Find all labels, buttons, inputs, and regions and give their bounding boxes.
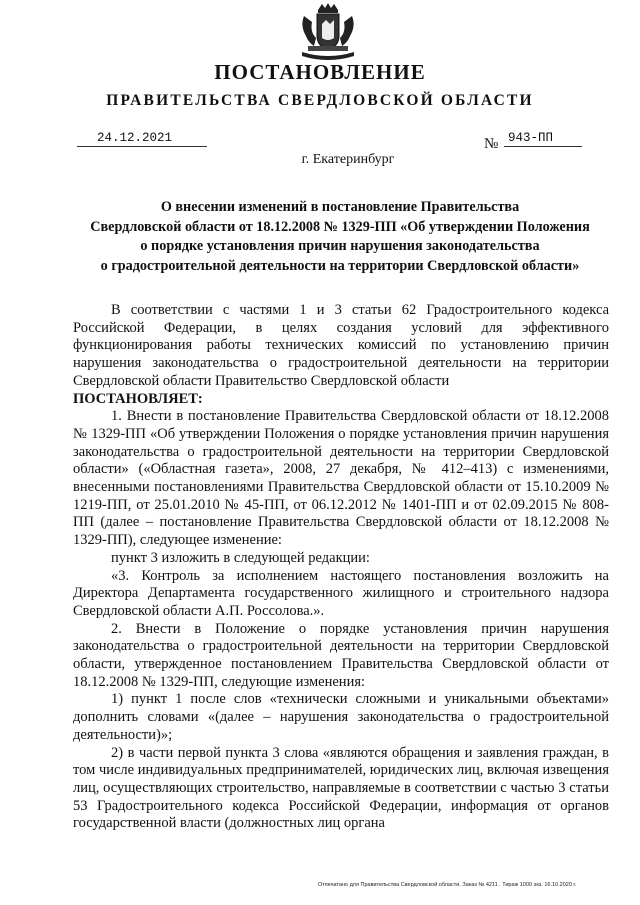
heading-line: Свердловской области от 18.12.2008 № 1329-ПП «Об утверждении Положения xyxy=(90,218,590,235)
print-note: Отпечатано для Правительства Свердловской области. Заказ № 4211 . Тираж 1000 экз. 16.10.2020 г. xyxy=(318,882,577,888)
heading-line: о градостроительной деятельности на территории Свердловской области» xyxy=(100,257,580,274)
item-1-quote-paragraph: «3. Контроль за исполнением настоящего постановления возложить на Директора Департамента государственного жилищного и строительного надзора Свердловской области А.П. Россолова.». xyxy=(73,567,609,619)
item-2-paragraph: 2. Внести в Положение о порядке установления причин нарушения законодательства о градостроительной деятельности на территории Свердловской области, утвержденное постановлением Правительства Свердловской области от 18.12.2008 № 1329-ПП, следующие изменения: xyxy=(73,620,609,690)
city-name: г. Екатеринбург xyxy=(301,152,395,167)
item-1-sub-paragraph: пункт 3 изложить в следующей редакции: xyxy=(111,549,370,566)
coat-of-arms-icon xyxy=(296,2,360,64)
decree-number: 943-ПП xyxy=(504,131,582,147)
item-1-paragraph: 1. Внести в постановление Правительства Свердловской области от 18.12.2008 № 1329-ПП «Об утверждении Положения о порядке установления причин нарушения законодательства о градостроительной деятельности на территории Свердловской области» («Областная газета», 2008, 27 декабря, № 412–413) с изменениями, внесенными постановлениями Правительства Свердловской области от 15.10.2009 № 1219-ПП, от 25.01.2010 № 45-ПП, от 06.12.2012 № 1401-ПП и от 02.09.2015 № 808-ПП (далее – постановление Правительства Свердловской области от 18.12.2008 № 1329-ПП), следующее изменение: xyxy=(73,408,609,549)
heading-line: о порядке установления причин нарушения законодательства xyxy=(140,238,540,254)
decree-word: ПОСТАНОВЛЯЕТ: xyxy=(73,390,203,407)
document-body xyxy=(73,302,609,833)
number-label: № xyxy=(484,136,499,152)
document-heading xyxy=(70,198,610,276)
decree-date: 24.12.2021 xyxy=(77,131,207,147)
item-2-1-paragraph: 1) пункт 1 после слов «технически сложными и уникальными объектами» дополнить словами «(далее – нарушения законодательства о градостроительной деятельности)»; xyxy=(73,691,609,743)
document-type-title: ПОСТАНОВЛЕНИЕ xyxy=(214,60,426,84)
issuer-subtitle: ПРАВИТЕЛЬСТВА СВЕРДЛОВСКОЙ ОБЛАСТИ xyxy=(106,92,534,109)
item-2-2-paragraph: 2) в части первой пункта 3 слова «являются обращения и заявления граждан, в том числе индивидуальных предпринимателей, юридических лиц, включая извещения лиц, осуществляющих строительство, направляемые в соответствии с частью 3 статьи 53 Градостроительного кодекса Российской Федерации, информация от органов государственной власти (должностных лиц органа xyxy=(73,744,609,832)
heading-line: О внесении изменений в постановление Правительства xyxy=(160,199,520,215)
preamble-paragraph: В соответствии с частями 1 и 3 статьи 62 Градостроительного кодекса Российской Федерации, в целях создания условий для эффективного функционирования работы технических комиссий по установлению причин нарушения законодательства о градостроительной деятельности на территории Свердловской области Правительство Свердловской области xyxy=(73,302,609,389)
